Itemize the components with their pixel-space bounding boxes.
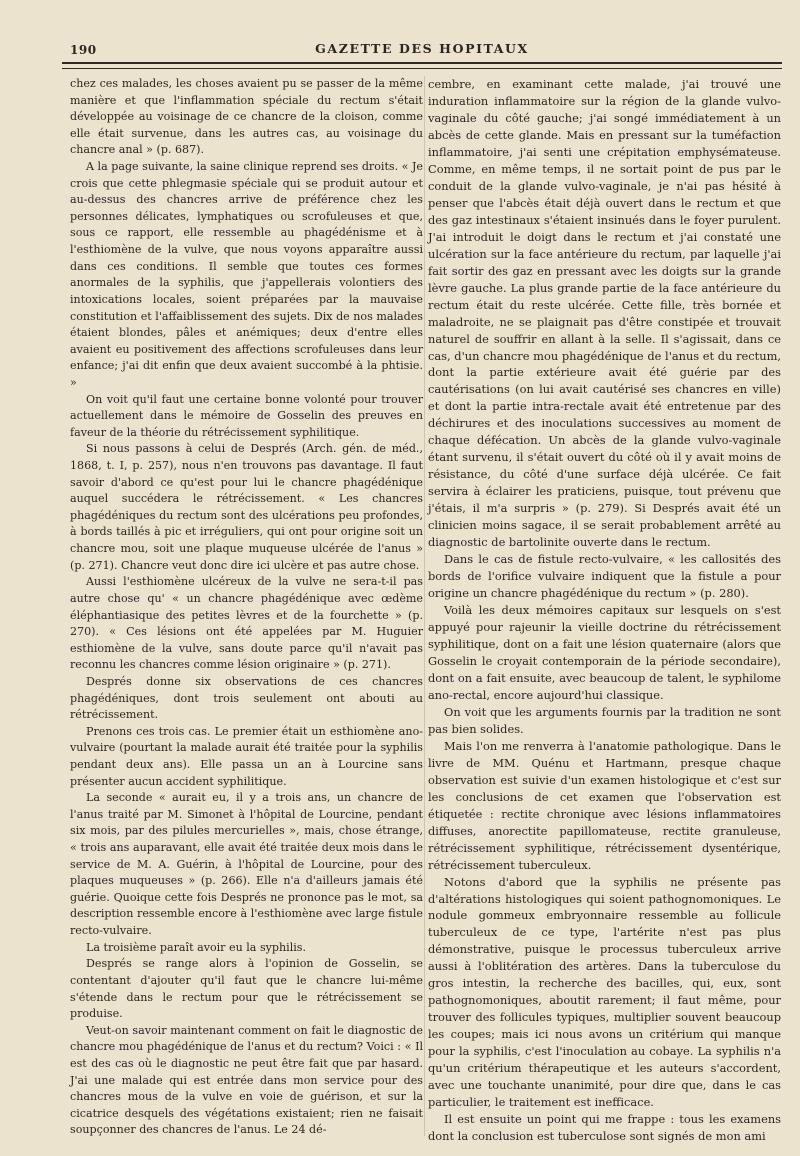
page-header [62,38,782,60]
paragraph: On voit que les arguments fournis par la tradition ne sont pas bien solides. [428,704,781,736]
paragraph: On voit qu'il faut une certaine bonne volonté pour trouver actuellement dans le mémoire de Gosselin des preuves en faveur de la théorie du rétrécissement syphilitique. [70,392,423,439]
right-column [428,76,781,1145]
paragraph: La troisième paraît avoir eu la syphilis. [86,940,307,954]
header-rule [62,62,782,64]
header-rule-thin [62,68,782,69]
paragraph: La seconde « aurait eu, il y a trois ans, un chancre de l'anus traité par M. Simonet à l'hôpital de Lourcine, pendant six mois, par des pilules mercurielles », mais, chose étrange, « trois ans auparavant, elle avait été traitée deux mois dans le service de M. A. Guérin, à l'hôpital de Lourcine, pour des plaques muqueuses » (p. 266). Elle n'a d'ailleurs jamais été guérie. Quoique cette fois Després ne prononce pas le mot, sa description ressemble encore à l'esthiomène avec large fistule recto-vulvaire. [70,791,423,938]
paragraph: Notons d'abord que la syphilis ne présente pas d'altérations histologiques qui soient pathognomoniques. Le nodule gommeux embryonnaire ressemble au follicule tuberculeux de ce type, l'artérite n'est pas plus démonstrative, puisque le processus tuberculeux arrive aussi à l'oblitération des artères. Dans la tuberculose du gros intestin, la recherche des bacilles, qui, eux, sont pathognomoniques, aboutit rarement; il faut même, pour trouver des follicules typiques, multiplier souvent beaucoup les coupes; mais ici nous avons un critérium qui manque pour la syphilis, c'est l'inoculation au cobaye. La syphilis n'a qu'un critérium thérapeutique et les auteurs s'accordent, avec une touchante unanimité, pour dire que, dans le cas particulier, le traitement est inefficace. [428,874,781,1110]
paragraph: Voilà les deux mémoires capitaux sur lesquels on s'est appuyé pour rajeunir la vieille doctrine du rétrécissement syphilitique, dont on a fait une lésion quaternaire (alors que Gosselin le croyait contemporain de la période secondaire), dont on a fait ensuite, avec beaucoup de talent, le syphilome ano-rectal, encore aujourd'hui classique. [428,603,781,702]
paragraph: Després donne six observations de ces chancres phagédéniques, dont trois seulement ont abouti au rétrécissement. [70,674,423,722]
paragraph: cembre, en examinant cette malade, j'ai trouvé une induration inflammatoire sur la région de la glande vulvo-vaginale du côté gauche; j'ai songé immédiatement à un abcès de cette glande. Mais en pressant sur la tuméfaction inflammatoire, j'ai senti une crépitation emphysémateuse. Comme, en même temps, il ne sortait point de pus par le conduit de la glande vulvo-vaginale, je n'ai pas hésité à penser que l'abcès était déjà ouvert dans le rectum et que des gaz intestinaux s'étaient insinués dans le foyer purulent. J'ai introduit le doigt dans le rectum et j'ai constaté une ulcération sur la face antérieure du rectum, par laquelle j'ai fait sortir des gaz en pressant avec les doigts sur la grande lèvre gauche. La plus grande partie de la face antérieure du rectum était du reste ulcérée. Cette fille, très bornée et maladroite, ne se plaignait pas d'être constipée et trouvait naturel de souffrir en allant à la selle. Il s'agissait, dans ce cas, d'un chancre mou phagédénique de l'anus et du rectum, dont la partie extérieure avait été guérie par des cautérisations (on lui avait cautérisé ses chancres en ville) et dont la partie intra-rectale avait été entretenue par des déchirures et des inoculations successives au moment de chaque défécation. Un abcès de la glande vulvo-vaginale étant survenu, il s'était ouvert du côté où il y avait moins de résistance, du côté d'une surface déjà ulcérée. Ce fait servira à éclairer les praticiens, puisque, tout prévenu que j'étais, il m'a surpris » (p. 279). Si Després avait été un clinicien moins sagace, il se serait probablement arrêté au diagnostic de bartolinite ouverte dans le rectum. [428,77,781,550]
paragraph: Veut-on savoir maintenant comment on fait le diagnostic de chancre mou phagédénique de l'anus et du rectum? Voici : « Il est des cas où le diagnostic ne peut être fait que par hasard. J'ai une malade qui est entrée dans mon service pour des chancres mous de la vulve en voie de guérison, et sur la cicatrice desquels des végétations existaient; rien ne faisait soupçonner des chancres de l'anus. Le 24 dé- [70,1023,423,1137]
column-divider [424,76,425,1136]
paragraph: Prenons ces trois cas. Le premier était un esthiomène ano-vulvaire (pourtant la malade aurait été traitée pour la syphilis pendant deux ans). Elle passa un an à Lourcine sans présenter aucun accident syphilitique. [70,724,423,788]
paragraph: Després se range alors à l'opinion de Gosselin, se contentant d'ajouter qu'il faut que le chancre lui-même s'étende dans le rectum pour que le rétrécissement se produise. [70,957,423,1021]
paragraph: Dans le cas de fistule recto-vulvaire, « les callosités des bords de l'orifice vulvaire indiquent que la fistule a pour origine un chancre phagédénique du rectum » (p. 280). [428,552,781,601]
paragraph: A la page suivante, la saine clinique reprend ses droits. « Je crois que cette phlegmasie spéciale qui se produit autour et au-dessus des chancres arrive de préférence chez les personnes délicates, lymphatiques ou scrofuleuses et que, sous ce rapport, elle ressemble au phagédénisme et à l'esthiomène de la vulve, que nous voyons apparaître aussi dans ces conditions. Il semble que toutes ces formes anormales de la syphilis, que j'appellerais volontiers des intoxications locales, soient préparées par la mauvaise constitution et l'affaiblissement des sujets. Dix de nos malades étaient blondes, pâles et anémiques; deux d'entre elles avaient eu positivement des affections scrofuleuses dans leur enfance; j'ai dit enfin que deux avaient succombé à la phtisie. » [70,160,423,389]
journal-title: GAZETTE DES HOPITAUX [315,41,529,56]
paragraph: Il est ensuite un point qui me frappe : tous les examens dont la conclusion est tuberculose sont signés de mon ami [428,1112,781,1144]
paragraph: Mais l'on me renverra à l'anatomie pathologique. Dans le livre de MM. Quénu et Hartmann, presque chaque observation est suivie d'un examen histologique et c'est sur les conclusions de cet examen que l'observation est étiquetée : rectite chronique avec lésions inflammatoires diffuses, anorectite papillomateuse, rectite granuleuse, rétrécissement syphilitique, rétrécissement dysentérique, rétrécissement tuberculeux. [428,738,781,872]
left-column [70,76,423,1139]
paragraph: Aussi l'esthiomène ulcéreux de la vulve ne sera-t-il pas autre chose qu' « un chancre phagédénique avec œdème éléphantiasique des petites lèvres et de la fourchette » (p. 270). « Ces lésions ont été appelées par M. Huguier esthiomène de la vulve, sans doute parce qu'il n'avait pas reconnu les chancres comme lésion originaire » (p. 271). [70,575,423,672]
paragraph: Si nous passons à celui de Després (Arch. gén. de méd., 1868, t. I, p. 257), nous n'en trouvons pas davantage. Il faut savoir d'abord ce qu'est pour lui le chancre phagédénique auquel succédera le rétrécissement. « Les chancres phagédéniques du rectum sont des ulcérations peu profondes, à bords taillés à pic et irréguliers, qui ont pour origine soit un chancre mou, soit une plaque muqueuse ulcérée de l'anus » (p. 271). Chancre veut donc dire ici ulcère et pas autre chose. [70,442,423,572]
page-number: 190 [70,43,97,57]
paragraph: chez ces malades, les choses avaient pu se passer de la même manière et que l'inflammation spéciale du rectum s'était développée au voisinage de ce chancre de la cloison, comme elle était survenue, dans les autres cas, au voisinage du chancre anal » (p. 687). [70,77,423,157]
